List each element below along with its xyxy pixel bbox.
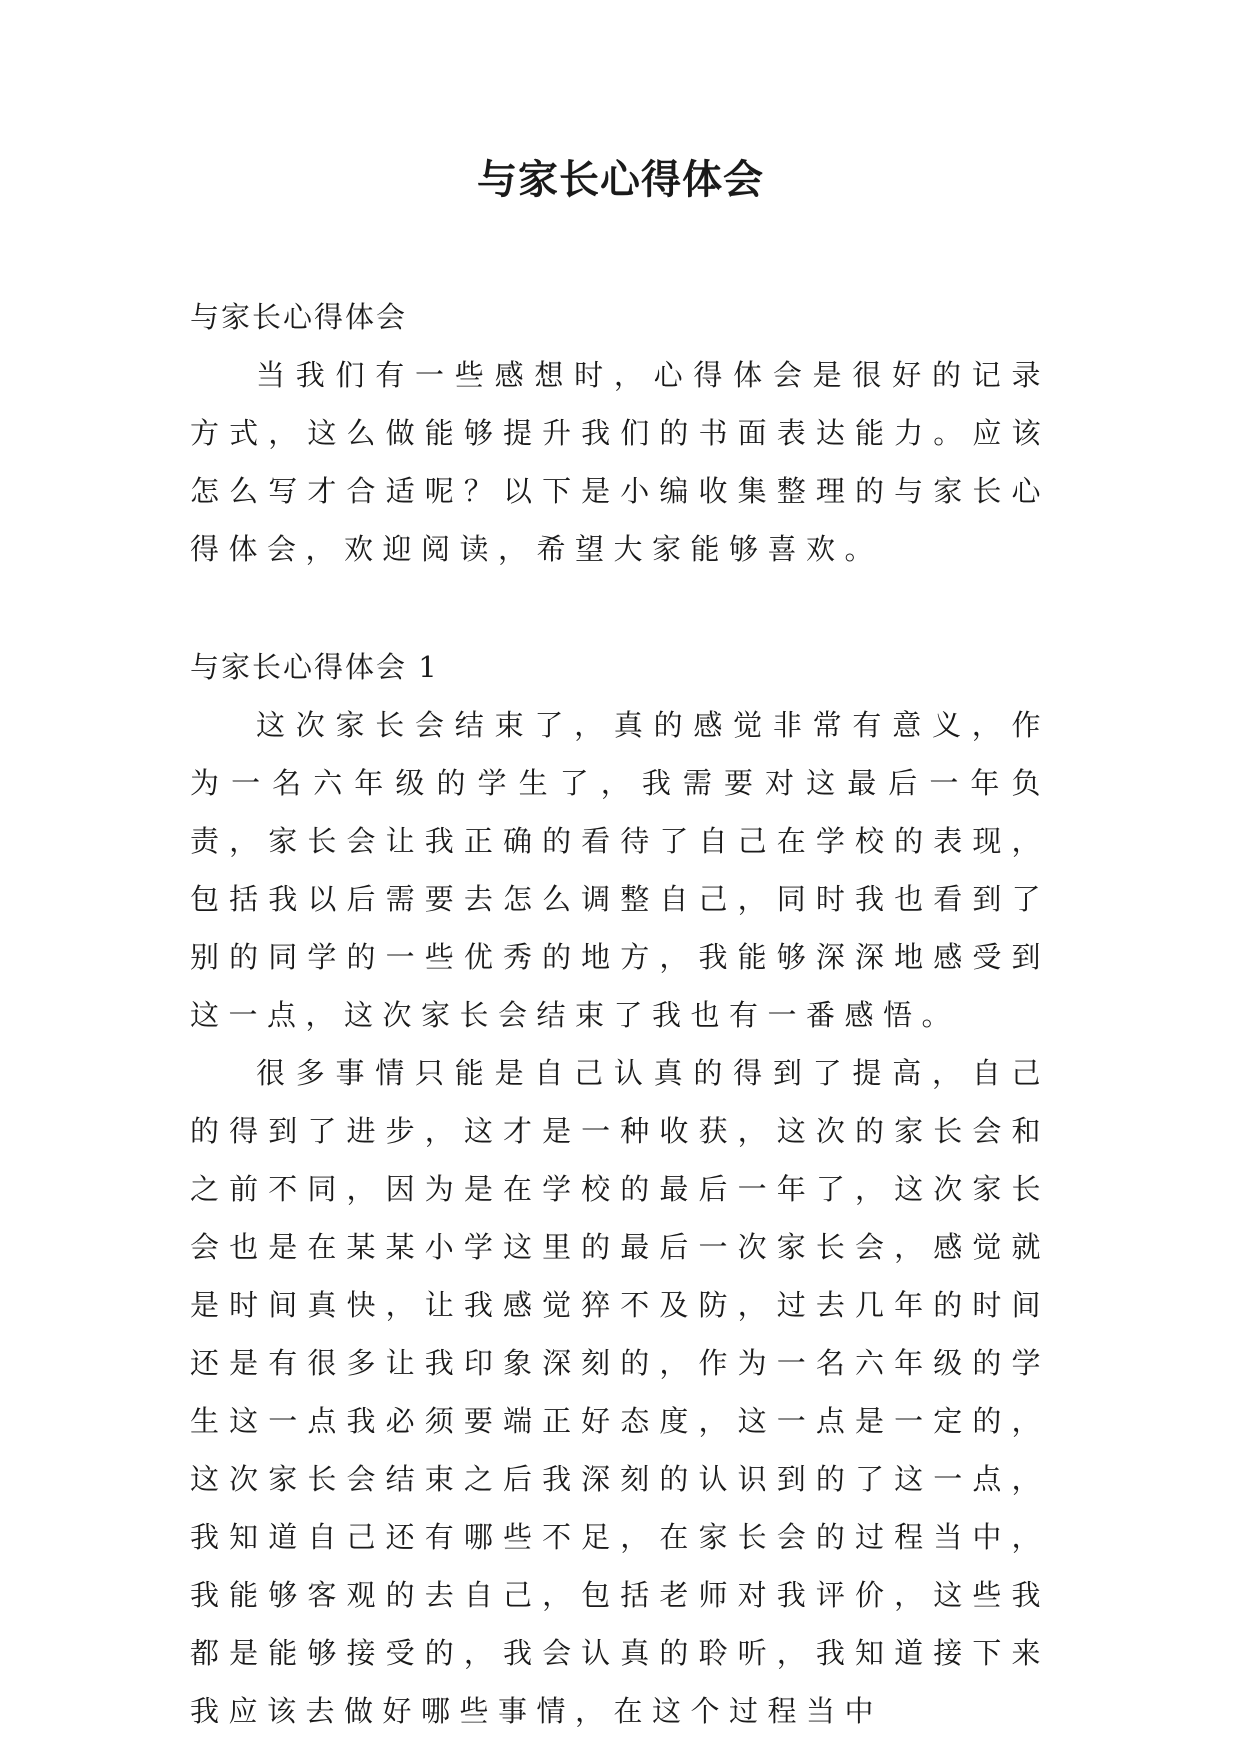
intro-heading: 与家长心得体会 [190, 300, 408, 334]
section1-paragraph-1: 这次家长会结束了，真的感觉非常有意义，作为一名六年级的学生了，我需要对这最后一年负责，家长会让我正确的看待了自己在学校的表现，包括我以后需要去怎么调整自己，同时我也看到了别的同学的一些优秀的地方，我能够深深地感受到这一点，这次家长会结束了我也有一番感悟。 [190, 708, 1050, 1032]
section1-paragraph-2: 很多事情只能是自己认真的得到了提高，自己的得到了进步，这才是一种收获，这次的家长会和之前不同，因为是在学校的最后一年了，这次家长会也是在某某小学这里的最后一次家长会，感觉就是时间真快，让我感觉猝不及防，过去几年的时间还是有很多让我印象深刻的，作为一名六年级的学生这一点我必须要端正好态度，这一点是一定的，这次家长会结束之后我深刻的认识到的了这一点，我知道自己还有哪些不足，在家长会的过程当中，我能够客观的去自己，包括老师对我评价，这些我都是能够接受的，我会认真的聆听，我知道接下来我应该去做好哪些事情，在这个过程当中 [190, 1056, 1050, 1728]
document-body [190, 288, 1050, 1740]
intro-paragraph: 当我们有一些感想时，心得体会是很好的记录方式，这么做能够提升我们的书面表达能力。应该怎么写才合适呢？以下是小编收集整理的与家长心得体会，欢迎阅读，希望大家能够喜欢。 [190, 358, 1050, 566]
section1-heading: 与家长心得体会 1 [190, 650, 439, 684]
section-gap [190, 578, 1050, 638]
document-title: 与家长心得体会 [477, 157, 764, 203]
